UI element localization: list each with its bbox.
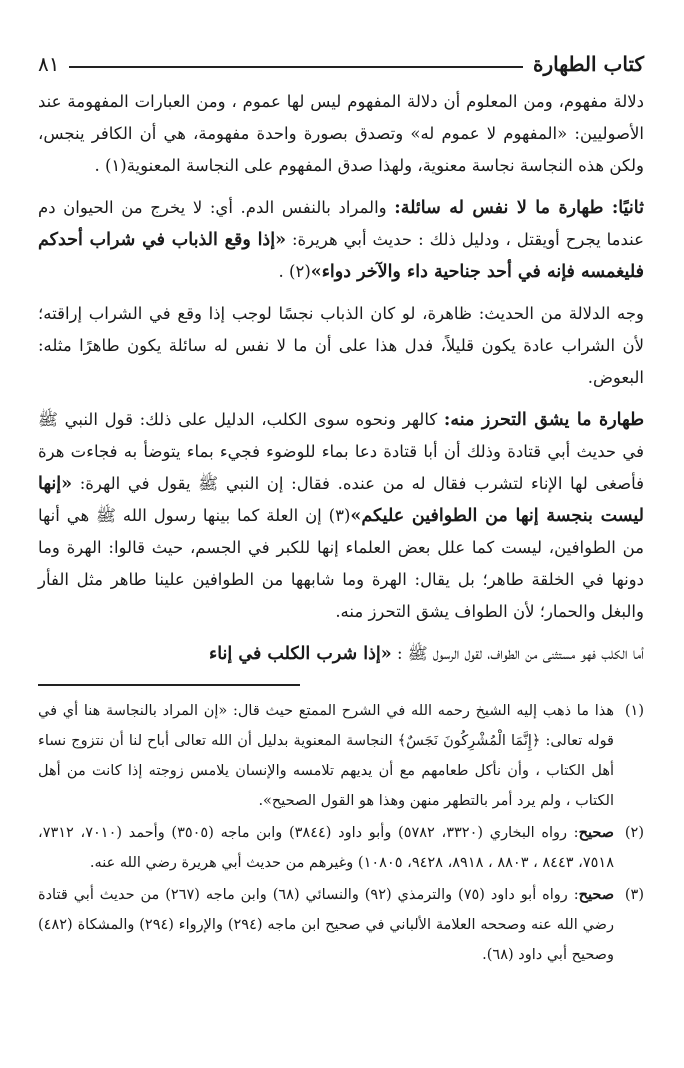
footnote-number: (٢) (624, 825, 644, 841)
footnote-body: : رواه البخاري (٣٣٢٠، ٥٧٨٢) وأبو داود (٣٨٤٤) وابن ماجه (٣٥٠٥) وأحمد (٧٠١٠، ٧٣١٢، ٧٥١٨، ٨٤٤٣ ، ٨٨٠٣ ، ٨٩١٨، ٩٤٢٨، ١٠٨٠٥) وغيرهم من حديث أبي هريرة رضي الله عنه. (38, 825, 614, 871)
paragraph-5 (38, 638, 644, 670)
paragraph-4 (38, 404, 644, 628)
footnote-separator (38, 684, 300, 686)
paragraph-2 (38, 192, 644, 288)
hadith-fly: «إذا وقع الذباب في شراب أحدكم فليغمسه فإنه في أحد جناحية داء والآخر دواء» (38, 230, 644, 282)
main-text (38, 86, 644, 670)
footnote-grade: صحيح (578, 886, 615, 903)
footnote-number: (١) (624, 703, 644, 719)
paragraph-3: وجه الدلالة من الحديث: ظاهرة، لو كان الذباب نجسًا لوجب إذا وقع في الشراب إراقته؛ لأن الشراب عادة يكون قليلاً، فدل هذا على أن ما لا نفس له سائلة يكون طاهرًا مثله: البعوض. (38, 304, 644, 387)
paragraph-4-text-b: (٣) إن العلة كما بينها رسول الله ﷺ هي أنها من الطوافين، ليست كما علل بعض العلماء إنها للكبر في الجسم، حيث قالوا: الهرة وما دونها في الخلقة طاهر؛ بل يقال: الهرة وما شابهها من الطوافين علينا طاهر مثل الفأر والبغل والحمار؛ لأن الطواف يشق التحرز منه. (38, 506, 644, 621)
footnote-1 (38, 696, 644, 816)
page-number: ٨١ (38, 52, 60, 76)
paragraph-2-text-b: (٢) . (278, 262, 311, 281)
footnote-text (38, 880, 614, 970)
footnotes (38, 696, 644, 970)
footnote-2 (38, 818, 644, 878)
footnote-text (38, 696, 614, 816)
section-heading-3: طهارة ما يشق التحرز منه: (443, 410, 644, 430)
hadith-dog: «إذا شرب الكلب في إناء (209, 644, 392, 664)
footnote-grade: صحيح (578, 824, 614, 841)
footnote-text (38, 818, 614, 878)
paragraph-2-text-a: والمراد بالنفس الدم. أي: لا يخرج من الحيوان دم عندما يجرح أويقتل ، ودليل ذلك : حديث أبي هريرة: (38, 198, 644, 249)
running-header (38, 44, 644, 76)
paragraph-4-text-a: كالهر ونحوه سوى الكلب، الدليل على ذلك: قول النبي ﷺ في حديث أبي قتادة وذلك أن أبا قتادة دعا بماء للوضوء فجيء بماء يتوضأ به فجاءت هرة فأصغى لها الإناء لتشرب فقال له من عنده. فقال: إن النبي ﷺ يقول في الهرة: (38, 410, 644, 493)
footnote-body: هذا ما ذهب إليه الشيخ رحمه الله في الشرح الممتع حيث قال: «إن المراد بالنجاسة هنا أي في قوله تعالى: ﴿إِنَّمَا الْمُشْرِكُونَ نَجَسٌ﴾ النجاسة المعنوية بدليل أن الله تعالى أباح لنا أن نتزوج نساء أهل الكتاب ، وأن نأكل طعامهم مع أن يديهم تلامسه والإنسان يلامس زوجته إذا كانت من أهل الكتاب ، ولم يرد أمر بالتطهر منهن وهذا هو القول الصحيح». (38, 703, 614, 809)
hadith-cat: «إنها ليست بنجسة إنها من الطوافين عليكم» (38, 474, 644, 526)
paragraph-5-text: أما الكلب فهو مستثنى من الطواف، لقول الرسول ﷺ : (391, 644, 644, 663)
footnote-number: (٣) (624, 887, 644, 903)
paragraph-1: دلالة مفهوم، ومن المعلوم أن دلالة المفهوم ليس لها عموم ، ومن العبارات المفهومة عند الأصوليين: «المفهوم لا عموم له» وتصدق بصورة واحدة مفهومة، هي أن الكافر ينجس، ولكن هذه النجاسة نجاسة معنوية، ولهذا صدق المفهوم على النجاسة المعنوية(١) . (38, 92, 644, 175)
footnote-body: : رواه أبو داود (٧٥) والترمذي (٩٢) والنسائي (٦٨) وابن ماجه (٢٦٧) من حديث أبي قتادة رضي الله عنه وصححه العلامة الألباني في صحيح ابن ماجه (٢٩٤) والإرواء (٢٩٤) والمشكاة (٤٨٢) وصحيح أبي داود (٦٨). (38, 887, 615, 963)
footnote-3 (38, 880, 644, 970)
chapter-title: كتاب الطهارة (533, 52, 644, 76)
section-heading-2: ثانيًا: طهارة ما لا نفس له سائلة: (394, 198, 644, 218)
header-rule (69, 66, 523, 68)
